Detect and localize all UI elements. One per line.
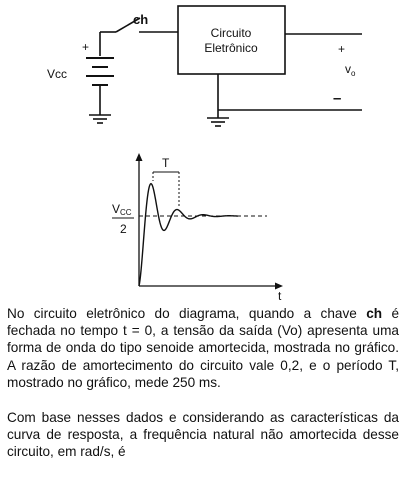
vcc-label-sub: CC — [120, 208, 132, 217]
box-label-line2: Eletrônico — [204, 41, 258, 55]
y-axis-arrow-icon — [136, 153, 143, 161]
output-minus-sign: – — [333, 90, 342, 107]
vcc-label-main: V — [112, 202, 121, 216]
output-label — [345, 62, 356, 78]
switch-label: ch — [133, 12, 149, 27]
question-paragraph-1 — [7, 305, 399, 391]
vcc-label — [112, 202, 132, 217]
source-label: Vcc — [47, 67, 68, 81]
output-plus-sign: + — [338, 42, 346, 56]
circuit-labels — [47, 12, 356, 107]
question-paragraph-2: Com base nesses dados e considerando as características da curva de resposta, a frequência natural não amortecida desse circuito, em rad/s, é — [7, 410, 399, 460]
question-text-part-a: No circuito eletrônico do diagrama, quando a chave — [7, 306, 367, 321]
switch-name-bold: ch — [366, 306, 383, 321]
output-label-main: v — [345, 62, 351, 76]
box-label-line1: Circuito — [210, 26, 252, 40]
damped-sine-curve — [139, 184, 238, 286]
circuit-diagram — [86, 6, 362, 126]
response-graph — [112, 153, 283, 300]
time-axis-label: t — [278, 289, 282, 300]
circuit-box — [178, 6, 285, 74]
source-plus-sign: + — [82, 40, 90, 54]
period-label: T — [162, 156, 170, 170]
output-label-sub: o — [351, 69, 356, 78]
fraction-denominator: 2 — [120, 222, 127, 236]
question-text-part-b: é fechada no tempo t = 0, a tensão da saída (Vo) apresenta uma forma de onda do tipo senoide amortecida, mostrada no gráfico. A razão de amortecimento do circuito vale 0,2, e o período T, mostrado no gráfico, mede 250 ms. — [7, 306, 400, 390]
